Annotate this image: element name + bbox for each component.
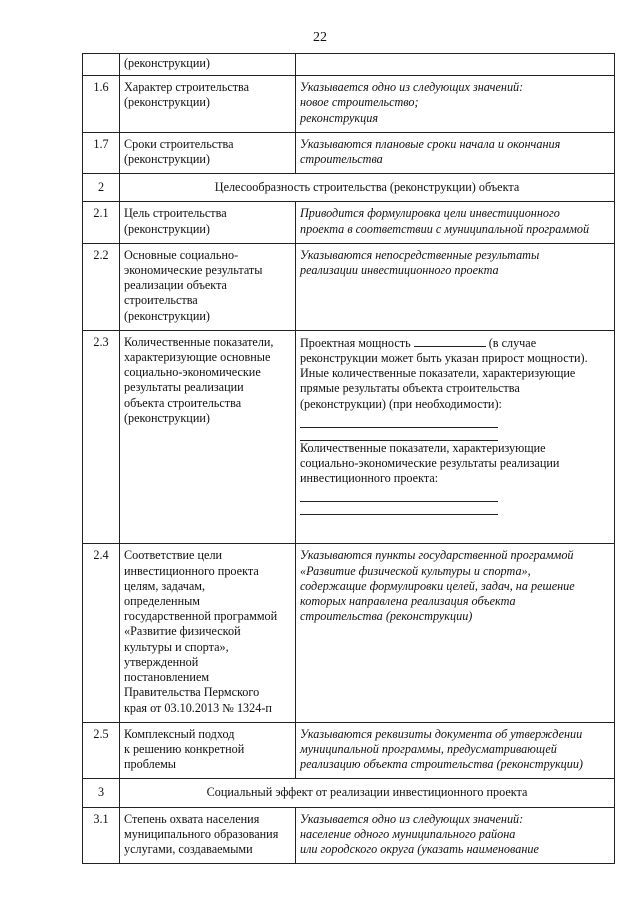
- indicator-name-line: социально-экономические: [124, 365, 261, 380]
- indicator-name: [120, 76, 296, 133]
- indicator-name-line: культуры и спорта»,: [124, 639, 229, 654]
- indicator-name-line: к решению конкретной: [124, 741, 245, 756]
- indicator-name-line: строительства: [124, 293, 198, 308]
- indicator-name-line: (реконструкции): [124, 56, 210, 70]
- indicator-name-line: края от 03.10.2013 № 1324-п: [124, 700, 272, 715]
- table-row: [83, 202, 615, 243]
- indicator-name-line: характеризующие основные: [124, 350, 271, 365]
- row-number: 2.5: [83, 722, 120, 779]
- indicator-name-line: Цель строительства: [124, 206, 227, 221]
- value-line: прямые результаты объекта строительства: [300, 381, 520, 396]
- indicator-name-line: (реконструкции): [124, 95, 210, 110]
- blank-line-field[interactable]: [300, 486, 498, 502]
- indicator-name-line: Степень охвата населения: [124, 811, 260, 826]
- indicator-name: [120, 54, 296, 76]
- section-title: Целесообразность строительства (реконструкции) объекта: [120, 174, 615, 202]
- row-number: 1.7: [83, 132, 120, 173]
- value-line: реконструкция: [300, 110, 378, 125]
- section-number: 3: [83, 779, 120, 807]
- capacity-line: [300, 335, 610, 351]
- indicator-name-line: Комплексный подход: [124, 726, 235, 741]
- section-row: [83, 779, 615, 807]
- indicator-value: [296, 76, 615, 133]
- value-line: Количественные показатели, характеризующие: [300, 440, 546, 455]
- value-line: содержащие формулировки целей, задач, на решение: [300, 578, 575, 593]
- table-row: [83, 807, 615, 864]
- indicator-name-line: государственной программой: [124, 609, 278, 624]
- passport-table: [82, 53, 615, 864]
- indicator-name-line: экономические результаты: [124, 263, 263, 278]
- value-line: реализацию объекта строительства (реконструкции): [300, 757, 583, 772]
- table-row: [83, 76, 615, 133]
- row-number: 2.3: [83, 330, 120, 544]
- value-line: реализации инвестиционного проекта: [300, 263, 499, 278]
- indicator-value: [296, 807, 615, 864]
- table-row: [83, 722, 615, 779]
- value-line: Приводится формулировка цели инвестиционного: [300, 206, 560, 221]
- indicator-name-line: (реконструкции): [124, 410, 210, 425]
- indicator-name: [120, 330, 296, 544]
- value-line: Указывается одно из следующих значений:: [300, 80, 524, 95]
- indicator-name: [120, 132, 296, 173]
- blank-line-field[interactable]: [300, 502, 498, 515]
- value-line: строительства: [300, 152, 383, 167]
- indicator-name-line: объекта строительства: [124, 395, 242, 410]
- section-row: [83, 174, 615, 202]
- table-row: [83, 243, 615, 330]
- indicator-name-line: Сроки строительства: [124, 136, 234, 151]
- value-line: (реконструкции) (при необходимости):: [300, 396, 502, 411]
- row-number: 2.4: [83, 544, 120, 722]
- indicator-value: [296, 544, 615, 722]
- value-line: муниципальной программы, предусматривающей: [300, 741, 557, 756]
- indicator-name-line: Основные социально-: [124, 247, 239, 262]
- indicator-value: [296, 54, 615, 76]
- indicator-value: [296, 722, 615, 779]
- indicator-name-line: (реконструкции): [124, 221, 210, 236]
- indicator-value: [296, 202, 615, 243]
- value-line: инвестиционного проекта:: [300, 471, 439, 486]
- indicator-name-line: услугами, создаваемыми: [124, 841, 253, 856]
- indicator-name: [120, 243, 296, 330]
- value-line: «Развитие физической культуры и спорта»,: [300, 563, 531, 578]
- indicator-name-line: инвестиционного проекта: [124, 563, 259, 578]
- value-line: реконструкции может быть указан прирост мощности).: [300, 351, 588, 366]
- indicator-value: [296, 243, 615, 330]
- value-line: Указывается одно из следующих значений:: [300, 811, 524, 826]
- page-number: 22: [313, 30, 327, 45]
- value-line: или городского округа (указать наименование: [300, 841, 539, 856]
- value-line: Указываются плановые сроки начала и окончания: [300, 136, 561, 151]
- section-title: Социальный эффект от реализации инвестиционного проекта: [120, 779, 615, 807]
- indicator-name: [120, 807, 296, 864]
- capacity-blank-field[interactable]: [414, 335, 486, 347]
- indicator-name: [120, 722, 296, 779]
- indicator-name-line: определенным: [124, 594, 201, 609]
- value-line: население одного муниципального района: [300, 826, 516, 841]
- indicator-name-line: результаты реализации: [124, 380, 244, 395]
- value-line: строительства (реконструкции): [300, 609, 473, 624]
- row-number: 3.1: [83, 807, 120, 864]
- indicator-name-line: утвержденной: [124, 654, 199, 669]
- value-line: которых направлена реализация объекта: [300, 594, 516, 609]
- indicator-name-line: реализации объекта: [124, 278, 227, 293]
- value-line: Указываются непосредственные результаты: [300, 247, 540, 262]
- row-number: 2.2: [83, 243, 120, 330]
- indicator-name-line: (реконструкции): [124, 308, 210, 323]
- indicator-value: [296, 132, 615, 173]
- indicator-name-line: (реконструкции): [124, 152, 210, 167]
- capacity-suffix: (в случае: [488, 335, 537, 350]
- indicator-name-line: Правительства Пермского: [124, 685, 260, 700]
- indicator-name-line: Количественные показатели,: [124, 334, 274, 349]
- indicator-name-line: муниципального образования: [124, 826, 279, 841]
- value-line: Иные количественные показатели, характеризующие: [300, 366, 576, 381]
- section-number: 2: [83, 174, 120, 202]
- indicator-name: [120, 544, 296, 722]
- indicator-name-line: Соответствие цели: [124, 548, 223, 563]
- indicator-name: [120, 202, 296, 243]
- row-number: 1.6: [83, 76, 120, 133]
- table-row: [83, 544, 615, 722]
- blank-line-field[interactable]: [300, 428, 498, 441]
- indicator-name-line: Характер строительства: [124, 80, 250, 95]
- indicator-name-line: целям, задачам,: [124, 578, 206, 593]
- blank-line-field[interactable]: [300, 412, 498, 428]
- value-line: проекта в соответствии с муниципальной программой: [300, 221, 590, 236]
- table-body: [83, 54, 615, 864]
- value-line: новое строительство;: [300, 95, 419, 110]
- table-row: [83, 132, 615, 173]
- indicator-value: [296, 330, 615, 544]
- table-row: [83, 330, 615, 544]
- row-number: 2.1: [83, 202, 120, 243]
- table-row: [83, 54, 615, 76]
- value-line: Указываются реквизиты документа об утверждении: [300, 726, 583, 741]
- indicator-name-line: постановлением: [124, 670, 210, 685]
- row-number: [83, 54, 120, 76]
- indicator-name-line: «Развитие физической: [124, 624, 241, 639]
- indicator-name-line: проблемы: [124, 757, 176, 772]
- value-line: Указываются пункты государственной программой: [300, 548, 574, 563]
- capacity-label: Проектная мощность: [300, 335, 411, 350]
- value-line: социально-экономические результаты реализации: [300, 456, 560, 471]
